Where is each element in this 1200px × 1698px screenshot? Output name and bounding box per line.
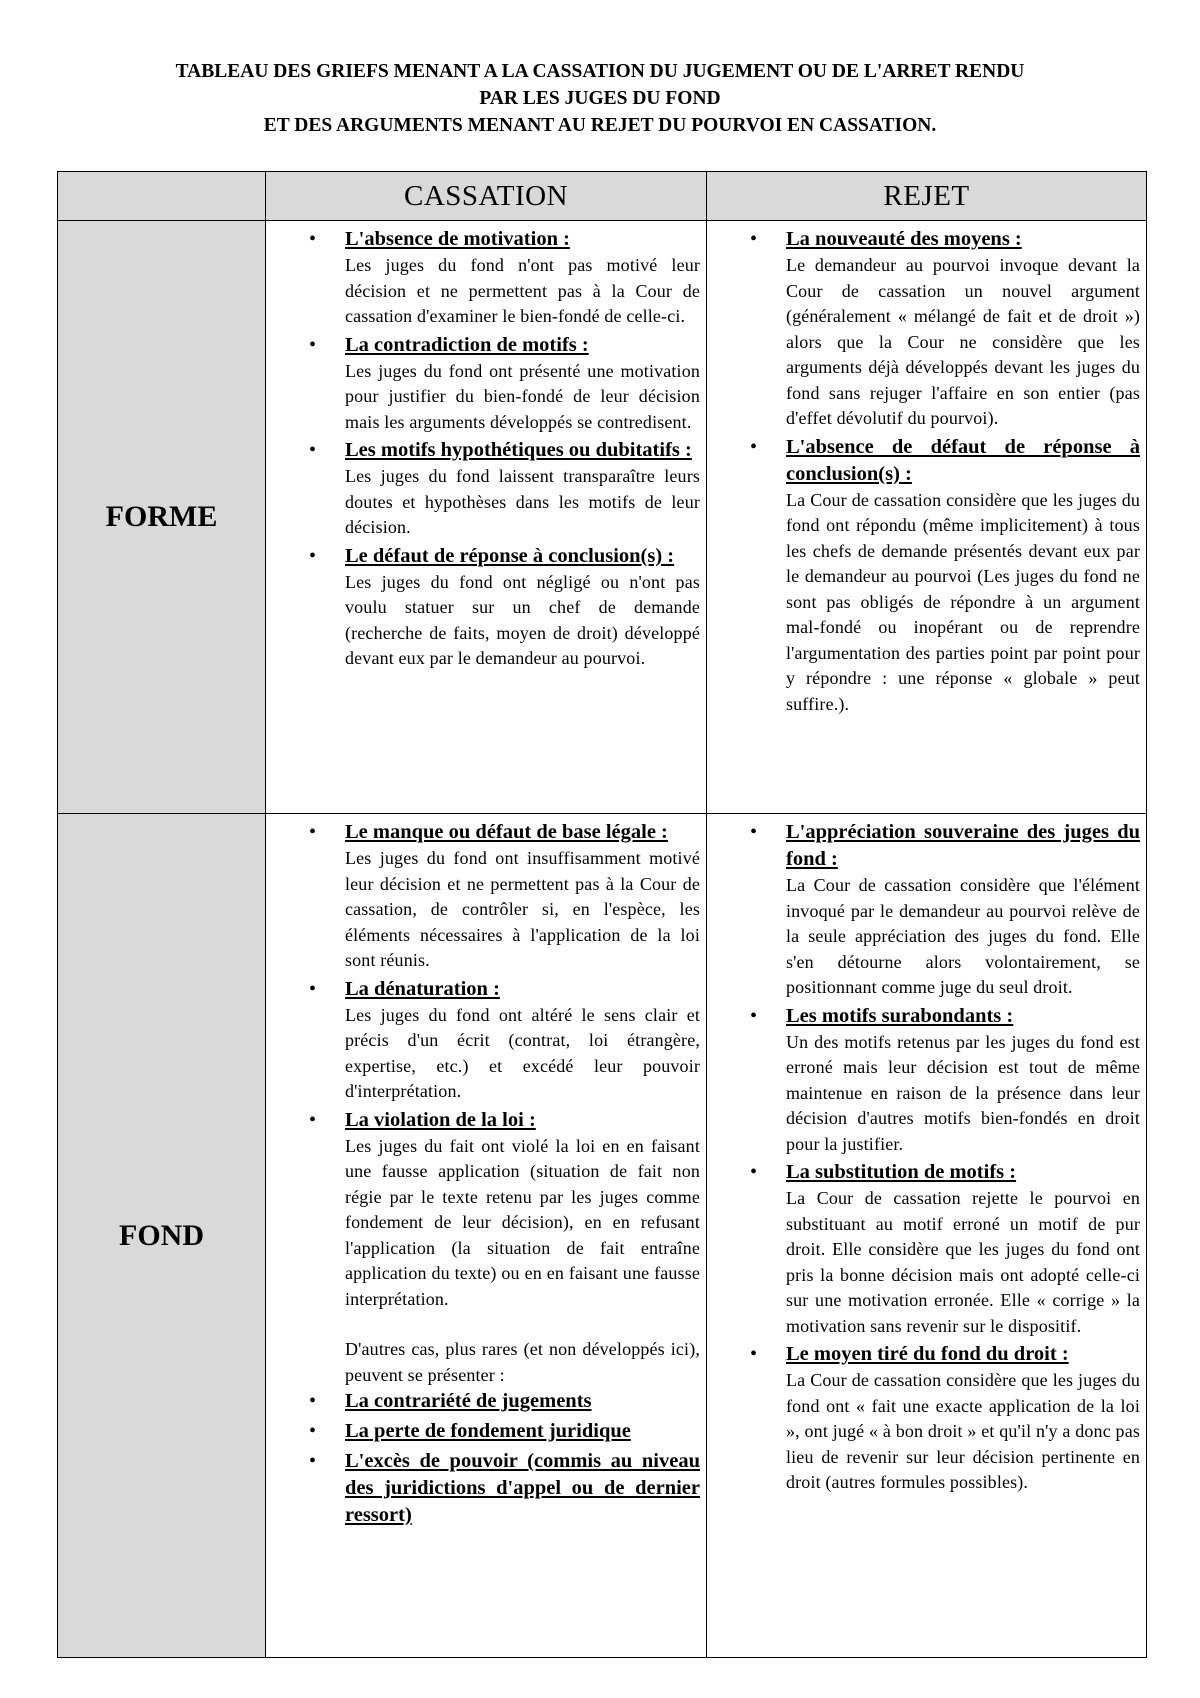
bullet-icon: • <box>309 1420 317 1442</box>
item-title: Les motifs hypothétiques ou dubitatifs : <box>345 439 692 461</box>
item-text: Les juges du fond ont altéré le sens clair et précis d'un écrit (contrat, loi étrangère, expertise, etc.) et excédé leur pouvoir d'interprétation. <box>345 1004 700 1101</box>
list-item <box>750 1159 1140 1339</box>
item-text: La Cour de cassation considère que l'élément invoqué par le demandeur au pourvoi relève de la seule appréciation des juges du fond. Elle s'en détourne alors volontairement, se positionnant comme juge du seul droit. <box>786 875 1140 997</box>
item-text: Le demandeur au pourvoi invoque devant la Cour de cassation un nouvel argument (généralement « mélangé de fait et de droit ») alors que la Cour ne considère que les arguments déjà développés devant les juges du fond sans rejuger l'affaire en son entier (pas d'effet dévolutif du pourvoi). <box>786 255 1140 428</box>
bullet-icon: • <box>750 1343 758 1365</box>
bullet-icon: • <box>309 333 317 356</box>
bullet-icon: • <box>750 1161 758 1183</box>
forme-rejet-cell <box>707 221 1147 814</box>
row-label-forme: FORME <box>58 221 266 814</box>
fond-cassation-cell <box>266 814 707 1658</box>
forme-rejet-list <box>707 221 1146 717</box>
item-title: L'appréciation souveraine des juges du fond : <box>786 821 1140 870</box>
item-title: La contradiction de motifs : <box>345 333 589 356</box>
header-rejet: REJET <box>707 172 1147 221</box>
item-text: Les juges du fait ont violé la loi en en faisant une fausse application (situation de fait non régie par le texte retenu par les juges comme fondement de leur décision), en en refusant l'application (la situation de fait entraîne application du texte) ou en en faisant une fausse interprétation. <box>345 1135 700 1309</box>
list-item <box>309 1107 700 1313</box>
fond-cassation-list <box>266 814 706 1312</box>
item-text: Les juges du fond ont présenté une motivation pour justifier du bien-fondé de leur décision mais les arguments développés se contredisent. <box>345 360 700 432</box>
item-title: La dénaturation : <box>345 977 500 1000</box>
item-title: Le moyen tiré du fond du droit : <box>786 1343 1069 1365</box>
bullet-icon: • <box>309 1390 317 1412</box>
item-text: Les juges du fond ont insuffisamment motivé leur décision et ne permettent pas à la Cour de cassation, de contrôler si, en l'espèce, les éléments nécessaires à l'application de la loi sont réunis. <box>345 848 700 970</box>
item-title: L'absence de défaut de réponse à conclusion(s) : <box>786 435 1140 485</box>
fond-rejet-cell <box>707 814 1147 1658</box>
item-text: Un des motifs retenus par les juges du fond est erroné mais leur décision est tout de même maintenue en raison de la présence dans leur décision d'autres motifs bien-fondés en droit pour la justifier. <box>786 1031 1140 1154</box>
row-fond <box>58 814 1147 1658</box>
list-item <box>750 1341 1140 1496</box>
bullet-icon: • <box>309 439 317 461</box>
list-item <box>750 1003 1140 1158</box>
bullet-icon: • <box>309 977 317 1000</box>
list-item <box>309 332 700 436</box>
row-label-fond: FOND <box>58 814 266 1658</box>
list-item <box>309 1388 700 1415</box>
item-title: La nouveauté des moyens : <box>786 228 1022 250</box>
item-text: Les juges du fond n'ont pas motivé leur décision et ne permettent pas à la Cour de cassation d'examiner le bien-fondé de celle-ci. <box>345 255 700 326</box>
list-item <box>309 819 700 974</box>
other-cases-note: D'autres cas, plus rares (et non développés ici), peuvent se présenter : <box>345 1339 700 1385</box>
item-text: La Cour de cassation considère que les juges du fond ont « fait une exacte application de la loi », ont jugé « à bon droit » et qu'il n'y a donc pas lieu de revenir sur leur décision pertinente en droit (autres formules possibles). <box>786 1370 1140 1492</box>
list-item <box>309 976 700 1105</box>
item-title: L'absence de motivation : <box>345 228 570 250</box>
fond-rejet-list <box>707 814 1146 1496</box>
item-text: La Cour de cassation considère que les juges du fond ont répondu (même implicitement) à tous les chefs de demande présentés devant eux par le demandeur au pourvoi (Les juges du fond ne sont pas obligés de répondre à un argument mal-fondé ou inopérant ou de reprendre l'argumentation des parties point par point pour y répondre : une réponse « globale » peut suffire.). <box>786 489 1140 714</box>
bullet-icon: • <box>309 1450 317 1472</box>
list-item <box>309 543 700 672</box>
bullet-icon: • <box>309 228 317 250</box>
header-cassation: CASSATION <box>266 172 707 221</box>
bullet-icon: • <box>750 435 758 458</box>
forme-cassation-list <box>266 221 706 672</box>
list-item <box>309 437 700 541</box>
bullet-icon: • <box>750 821 758 843</box>
forme-cassation-cell <box>266 221 707 814</box>
list-item <box>309 226 700 330</box>
row-forme <box>58 221 1147 814</box>
title-line-1: TABLEAU DES GRIEFS MENANT A LA CASSATION DU JUGEMENT OU DE L'ARRET RENDU <box>175 61 1025 82</box>
fond-extra-list <box>266 1388 706 1529</box>
document-title <box>40 58 1160 139</box>
list-item <box>309 1418 700 1445</box>
list-item <box>750 819 1140 1001</box>
item-text: La Cour de cassation rejette le pourvoi en substituant au motif erroné un motif de pur droit. Elle considère que les juges du fond ont pris la bonne décision mais ont adopté celle-ci sur une motivation erronée. Elle « corrige » la motivation sans revenir sur le dispositif. <box>786 1188 1140 1336</box>
item-title: Les motifs surabondants : <box>786 1004 1014 1027</box>
list-item <box>309 1448 700 1529</box>
title-line-2: PAR LES JUGES DU FOND <box>479 88 721 109</box>
bullet-icon: • <box>309 544 317 567</box>
bullet-icon: • <box>309 821 317 843</box>
bullet-icon: • <box>750 1004 758 1027</box>
item-text: Les juges du fond ont négligé ou n'ont pas voulu statuer sur un chef de demande (recherche de faits, moyen de droit) développé devant eux par le demandeur au pourvoi. <box>345 571 700 668</box>
list-item <box>750 434 1140 718</box>
item-title: L'excès de pouvoir (commis au niveau des juridictions d'appel ou de dernier ressort) <box>345 1450 700 1526</box>
item-title: La substitution de motifs : <box>786 1161 1017 1183</box>
item-title: Le manque ou défaut de base légale : <box>345 821 668 843</box>
bullet-icon: • <box>309 1108 317 1131</box>
item-title: Le défaut de réponse à conclusion(s) : <box>345 544 675 567</box>
griefs-table <box>57 171 1147 1658</box>
item-text: Les juges du fond laissent transparaître leurs doutes et hypothèses dans les motifs de leur décision. <box>345 466 700 537</box>
corner-cell <box>58 172 266 221</box>
bullet-icon: • <box>750 228 758 250</box>
item-title: La perte de fondement juridique <box>345 1420 631 1442</box>
item-title: La contrariété de jugements <box>345 1390 592 1412</box>
title-line-3: ET DES ARGUMENTS MENANT AU REJET DU POURVOI EN CASSATION. <box>263 115 937 136</box>
item-title: La violation de la loi : <box>345 1108 536 1131</box>
header-row <box>58 172 1147 221</box>
list-item <box>750 226 1140 432</box>
